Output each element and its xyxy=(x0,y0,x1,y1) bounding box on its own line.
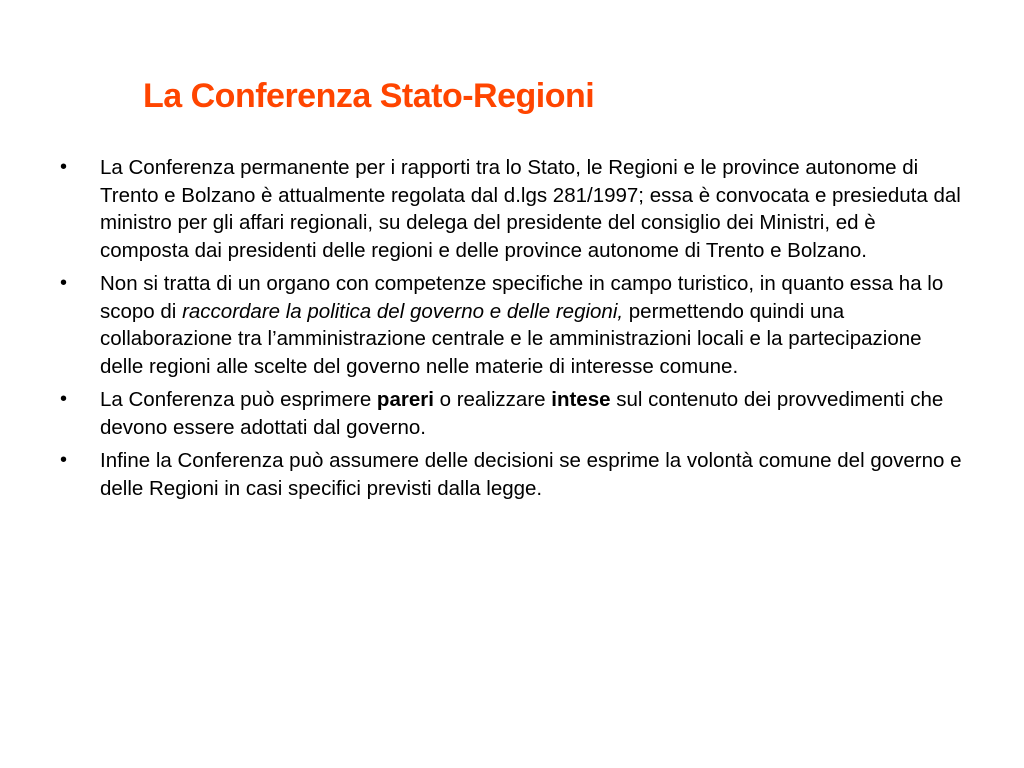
bullet-segment: o realizzare xyxy=(433,388,552,411)
bullet-segment-bold: intese xyxy=(551,388,611,411)
bullet-item xyxy=(60,386,970,441)
bullet-text xyxy=(100,156,961,262)
bullet-text xyxy=(100,388,943,439)
bullet-segment: Infine la Conferenza può assumere delle decisioni se esprime la volontà comune del governo e delle Regioni in casi specifici previsti dalla legge. xyxy=(100,449,962,500)
slide-title: La Conferenza Stato-Regioni xyxy=(143,77,595,115)
bullet-segment: Non si tratta di un organo con competenze specifiche in campo turistico, in quanto essa ha lo scopo di xyxy=(100,272,944,323)
bullet-segment: permettendo quindi una collaborazione tra l’amministrazione centrale e le amministrazioni locali e la partecipazione delle regioni alle scelte del governo nelle materie di interesse comune. xyxy=(100,299,922,378)
bullet-segment-italic: raccordare la politica del governo e delle regioni, xyxy=(182,299,624,323)
bullet-icon: • xyxy=(60,156,68,178)
bullet-segment: sul contenuto dei provvedimenti che devono essere adottati dal governo. xyxy=(100,388,944,439)
bullet-item xyxy=(60,154,970,264)
bullet-text xyxy=(100,449,962,500)
bullet-icon: • xyxy=(60,449,68,471)
bullet-item xyxy=(60,270,970,380)
bullet-text xyxy=(100,272,943,378)
bullet-segment: La Conferenza può esprimere xyxy=(100,388,377,411)
bullet-segment-bold: pareri xyxy=(376,388,434,411)
bullet-list xyxy=(60,154,970,508)
bullet-segment: La Conferenza permanente per i rapporti tra lo Stato, le Regioni e le province autonome di Trento e Bolzano è attualmente regolata dal d.lgs 281/1997; essa è convocata e presieduta dal ministro per gli affari regionali, su delega del presidente del consiglio dei Ministri, ed è composta dai presidenti delle regioni e delle province autonome di Trento e Bolzano. xyxy=(100,156,961,262)
bullet-item xyxy=(60,447,970,502)
bullet-icon: • xyxy=(60,388,68,410)
bullet-icon: • xyxy=(60,272,68,294)
